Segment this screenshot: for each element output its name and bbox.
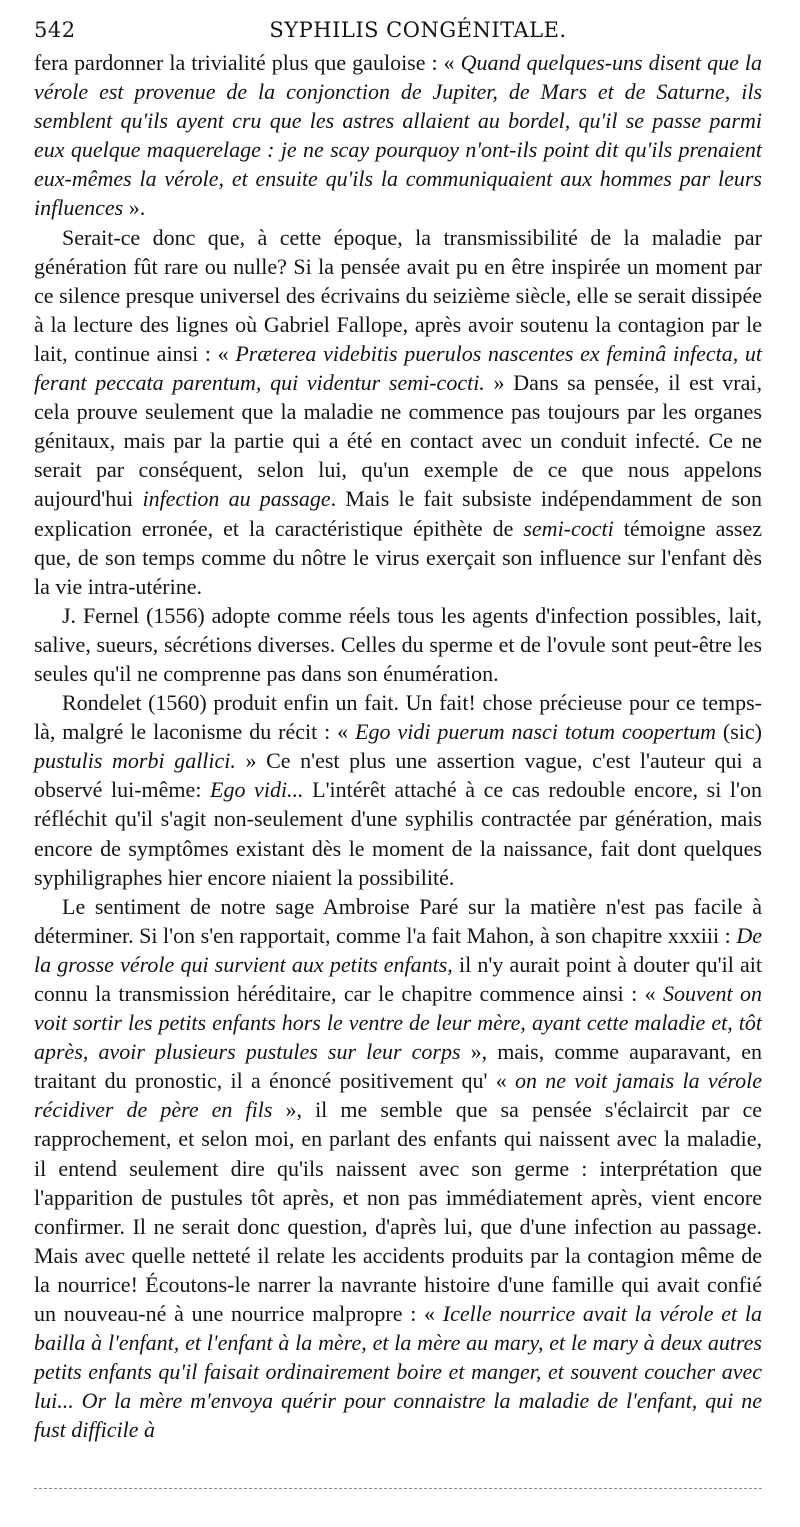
text-run: il n'y aurait point à douter qu'il ait connu la transmission héréditaire, car le chapitre commence ainsi : « xyxy=(34,951,762,1006)
text-run: Serait-ce donc que, à cette époque, la transmissibilité de la maladie par génération fût rare ou nulle? Si la pensée avait pu en être inspirée un moment par ce silence presque universel des écrivains du seizième siècle, elle se serait dissipée à la lecture des lignes où Gabriel Fallope, après avoir soutenu la contagion par le lait, continue ainsi : « xyxy=(34,224,762,366)
text-run: », mais, comme auparavant, en traitant du pronostic, il a énoncé positivement qu' « xyxy=(34,1039,762,1094)
italic-run: Ego vidi puerum nasci totum coopertum xyxy=(355,719,716,745)
text-run: » Ce n'est plus une assertion vague, c'est l'auteur qui a observé lui-même: xyxy=(34,748,762,803)
italic-run: De la grosse vérole qui survient aux petits enfants, xyxy=(34,922,762,977)
italic-run: Icelle nourrice avait la vérole et la bailla à l'enfant, et l'enfant à la mère, et la mère au mary, et le mary à deux autres petits enfants qu'il faisait ordinairement boire et manger, et souvent coucher avec lui... Or la mère m'envoya quérir pour connaistre la maladie de l'enfant, qui ne fust difficile à xyxy=(34,1301,762,1443)
footer-rule xyxy=(34,1488,762,1489)
paragraph xyxy=(34,688,762,892)
page-header xyxy=(34,14,762,48)
paragraph xyxy=(34,223,762,601)
paragraph xyxy=(34,892,762,1445)
paragraph xyxy=(34,601,762,688)
text-run: (sic) xyxy=(715,719,762,745)
text-run: J. Fernel (1556) adopte comme réels tous les agents d'infection possibles, lait, salive, sueurs, sécrétions diverses. Celles du sperme et de l'ovule sont peut-être les seules qu'il ne comprenne pas dans son énumération. xyxy=(34,602,762,686)
running-head: SYPHILIS CONGÉNITALE. xyxy=(269,18,567,42)
italic-run: Quand quelques-uns disent que la vérole est provenue de la conjonction de Jupiter, de Mars et de Saturne, ils semblent qu'ils ayent cru que les astres allaient au bordel, qu'il se passe parmi eux quelque maquerelage : je ne scay pourquoy n'ont-ils point dit qu'ils prenaient eux-mêmes la vérole, et ensuite qu'ils la communiquaient aux hommes par leurs influences xyxy=(34,50,763,221)
italic-run: Præterea videbitis puerulos nascentes ex feminâ infecta, ut ferant peccata parentum, qui videntur semi-cocti. xyxy=(34,340,762,396)
page-number: 542 xyxy=(34,18,76,42)
paragraph xyxy=(34,48,762,223)
italic-run: Souvent on voit sortir les petits enfants hors le ventre de leur mère, ayant cette maladie et, tôt après, avoir plusieurs pustules sur leur corps xyxy=(34,981,762,1065)
text-run: » Dans sa pensée, il est vrai, cela prouve seulement que la maladie ne commence pas toujours par les organes génitaux, mais par la partie qui a été en contact avec un conduit infecté. Ce ne serait par conséquent, selon lui, qu'un exemple de ce que nous appelons aujourd'hui xyxy=(34,370,762,512)
body-text xyxy=(34,48,762,1445)
italic-run: infection au passage xyxy=(142,486,331,512)
italic-run: on ne voit jamais la vérole récidiver de père en fils xyxy=(34,1068,762,1123)
text-run: fera pardonner la trivialité plus que gauloise : « xyxy=(34,50,461,75)
italic-run: semi-cocti xyxy=(523,515,614,541)
text-run: Rondelet (1560) produit enfin un fait. Un fait! chose précieuse pour ce temps-là, malgré le laconisme du récit : « xyxy=(34,690,762,745)
text-run: Le sentiment de notre sage Ambroise Paré sur la matière n'est pas facile à déterminer. Si l'on s'en rapportait, comme l'a fait Mahon, à son chapitre xxxiii : xyxy=(34,893,762,948)
text-run: », il me semble que sa pensée s'éclaircit par ce rapprochement, et selon moi, en parlant des enfants qui naissent avec la maladie, il entend seulement dire qu'ils naissent avec son germe : interprétation que l'apparition de pustules tôt après, et non pas immédiatement après, vient encore confirmer. Il ne serait donc question, d'après lui, que d'une infection au passage. Mais avec quelle netteté il relate les accidents produits par la contagion même de la nourrice! Écoutons-le narrer la navrante histoire d'une famille qui avait confié un nouveau-né à une nourrice malpropre : « xyxy=(34,1097,763,1327)
text-run: L'intérêt attaché à ce cas redouble encore, si l'on réfléchit qu'il s'agit non-seulement d'une syphilis contractée par génération, mais encore de symptômes existant dès le moment de la naissance, fait dont quelques syphiligraphes hier encore niaient la possibilité. xyxy=(34,777,762,890)
text-run: . Mais le fait subsiste indépendamment de son explication erronée, et la caractéristique épithète de xyxy=(34,486,763,541)
text-run: ». xyxy=(123,195,146,221)
text-run: témoigne assez que, de son temps comme du nôtre le virus exerçait son influence sur l'enfant dès la vie intra-utérine. xyxy=(34,515,762,599)
italic-run: Ego vidi... xyxy=(210,777,304,803)
italic-run: pustulis morbi gallici. xyxy=(34,748,236,774)
